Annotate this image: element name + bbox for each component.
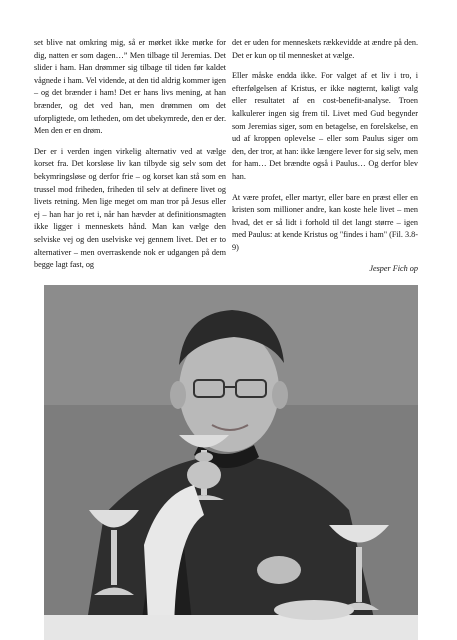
left-column <box>34 37 226 280</box>
paragraph: Der er i verden ingen virkelig alternativ ved at vælge korset fra. Det korsløse liv kan tilbyde sig selv som det bekymringsløse og derfor frie – og korset kan stå som en trussel mod friheden, friheden til selv at definere livet og livets retning. Men lige meget om man tror på Jesus eller ej – han har jo ret i, når han hævder at definitionsmagten ikke ligger i menneskets hånd. Man kan vælge den selviske vej og den uselviske vej gennem livet. Det er to alternativer – men overraskende nok er udgangen på dem begge lagt fast, og <box>34 146 226 270</box>
paragraph: Eller måske endda ikke. For valget af et liv i tro, i efterfølgelsen af Kristus, er ikke nøgternt, køligt valg eller resultatet af en cost-benefit-analyse. Troen kalkulerer ingen sig frem til. Livet med Gud begynder som Jeremias siger, som en betagelse, en forelskelse, en ud af kroppen oplevelse – eller som Paulus siger om den, der tror, at han: ikke længere lever for sig selv, men for ham… Det brændte også i Paulus… Og derfor blev han. <box>232 71 418 181</box>
paragraph: At være profet, eller martyr, eller bare en præst eller en kristen som millioner andre, kan koste hele livet – men hvad, det er så lidt i forhold til det langt større – igen med Paulus: at kende Kristus og "findes i ham" (Fil. 3.8-9) <box>232 192 418 252</box>
right-column <box>232 37 418 283</box>
paragraph: det er uden for menneskets rækkevidde at ændre på den. Det er kun op til mennesket at vælge. <box>232 38 418 60</box>
priest-with-chalice-photo <box>44 285 418 640</box>
photo-illustration <box>44 285 418 640</box>
author-signature: Jesper Fich op <box>369 263 418 273</box>
paragraph: set blive nat omkring mig, så er mørket ikke mørke for dig, natten er som dagen…” Men tilbage til Jeremias. Det slider i ham. Han drømmer sig tilbage til tiden før kaldet vågnede i ham. Vel vidende, at den tid aldrig kommer igen – og det brænder i ham! Det er hans livs mening, at han brænder, og det ved han, men drømmen om det uforpligtede, om letheden, om det ubekymrede, den er der. Men den er en drøm. <box>34 38 226 136</box>
